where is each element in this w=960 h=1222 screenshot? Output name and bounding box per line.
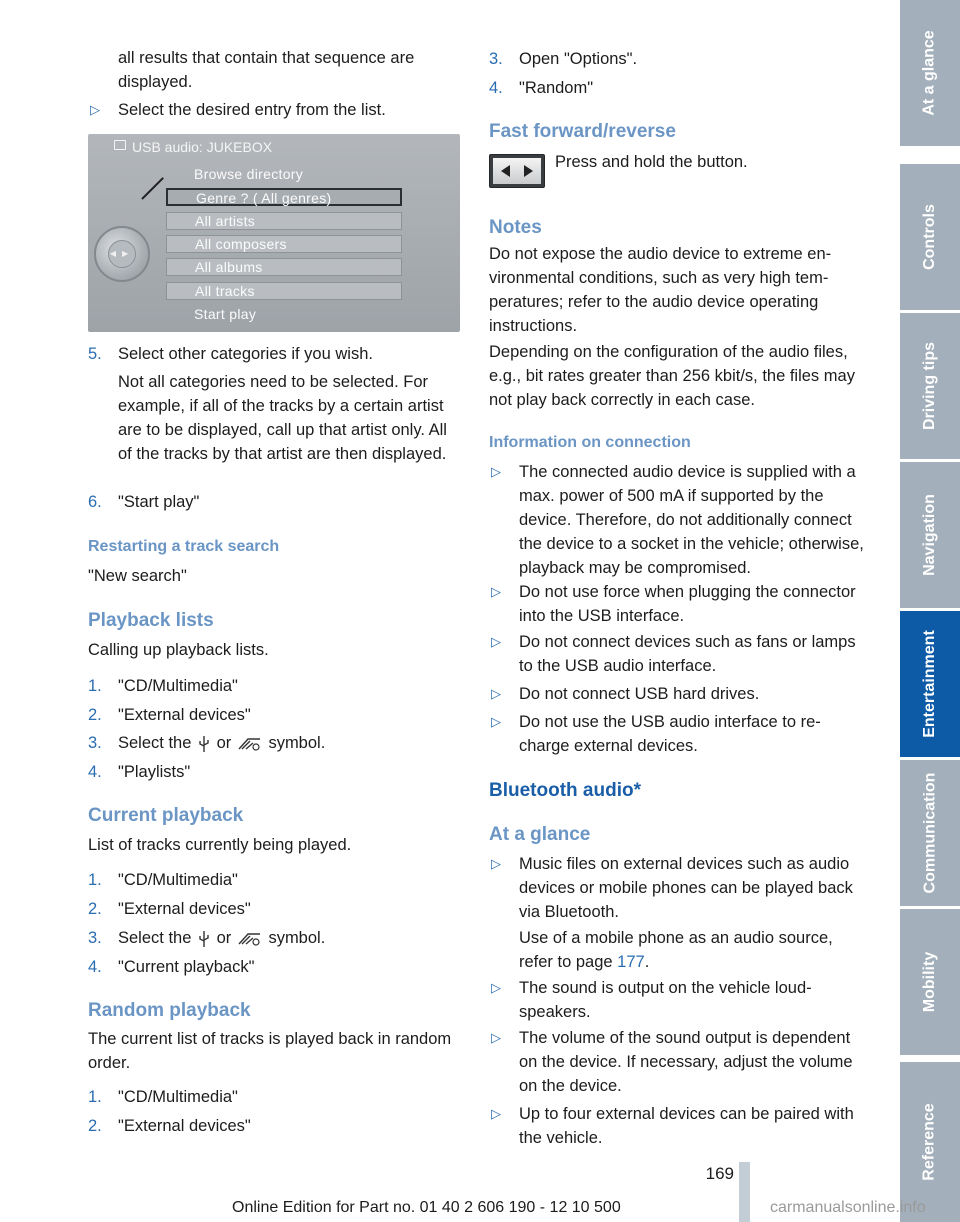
- notes-p2: Depending on the configuration of the audio files, e.g., bit rates greater than 256 kbit/s, the files may not play back correctly in each case.: [489, 343, 855, 409]
- screen-menu-item: All albums: [166, 258, 402, 276]
- list-item: 2. "External devices": [88, 706, 251, 724]
- page-marker: [739, 1162, 750, 1222]
- list-item: 3. Open "Options".: [489, 50, 638, 68]
- list-item: 2. "External devices": [88, 1117, 251, 1135]
- screen-menu-item: Start play: [194, 306, 257, 322]
- list-item: 3. Select the or symbol.: [88, 929, 326, 947]
- heading-connection: Information on connection: [489, 434, 691, 451]
- bluetooth-note: Use of a mobile phone as an audio source, refer to page 177.: [519, 929, 833, 971]
- list-item: 2. "External devices": [88, 900, 251, 918]
- usb-symbol-icon: [196, 930, 212, 948]
- controller-knob-icon: ◀▶: [94, 226, 150, 282]
- list-item: ▷ Up to four external devices can be paired with the vehicle.: [491, 1105, 854, 1147]
- pointer-line: [141, 177, 164, 200]
- list-item: ▷ The connected audio device is supplied with a max. power of 500 mA if supported by the device. Therefore, do not additionally connect the device to a socket in the vehicle; otherwise, playback may be compromised.: [491, 463, 864, 577]
- chapter-tabs: [900, 0, 960, 1222]
- list-item: 1. "CD/Multimedia": [88, 1088, 238, 1106]
- tab-entertainment[interactable]: Entertainment: [900, 611, 960, 757]
- usb-symbol-icon: [196, 735, 212, 753]
- heading-at-a-glance: At a glance: [489, 824, 591, 845]
- list-item: ▷ The sound is output on the vehicle loudspeakers.: [491, 979, 812, 1021]
- heading-restarting: Restarting a track search: [88, 538, 280, 555]
- screen-menu-item: All artists: [166, 212, 402, 230]
- tab-reference[interactable]: Reference: [900, 1062, 960, 1222]
- tab-communication[interactable]: Communication: [900, 760, 960, 906]
- page-number: 169: [705, 1164, 734, 1183]
- screen-menu-item: All tracks: [166, 282, 402, 300]
- watermark: carmanualsonline.info: [770, 1199, 926, 1216]
- heading-playback-lists: Playback lists: [88, 610, 214, 631]
- page-link[interactable]: 177: [617, 953, 645, 971]
- list-item: 3. Select the or symbol.: [88, 734, 326, 752]
- heading-fast-forward: Fast forward/reverse: [489, 121, 676, 142]
- device-symbol-icon: [236, 735, 264, 753]
- list-item: ▷ The volume of the sound output is dependent on the device. If necessary, adjust the volume on the device.: [491, 1029, 853, 1095]
- list-item: ▷ Do not connect devices such as fans or lamps to the USB audio interface.: [491, 633, 856, 675]
- list-item: ▷ Select the desired entry from the list.: [88, 98, 464, 122]
- list-item: 4. "Playlists": [88, 763, 191, 781]
- tab-navigation[interactable]: Navigation: [900, 462, 960, 608]
- tab-mobility[interactable]: Mobility: [900, 909, 960, 1055]
- list-item: ▷ Music files on external devices such as audio devices or mobile phones can be played back via Bluetooth.: [491, 855, 853, 921]
- heading-bluetooth-audio: Bluetooth audio*: [489, 780, 641, 801]
- notes-p1: Do not expose the audio device to extreme environmental conditions, such as very high temperatures; refer to the audio device operating instructions.: [489, 245, 832, 335]
- list-item: 1. "CD/Multimedia": [88, 871, 238, 889]
- list-item: 1. "CD/Multimedia": [88, 677, 238, 695]
- bullet-icon: ▷: [90, 102, 100, 117]
- step-6: 6. "Start play": [88, 493, 200, 511]
- jukebox-screen-image: [88, 134, 460, 332]
- screen-menu-item: Browse directory: [194, 166, 304, 182]
- continued-text: all results that contain that sequence are displayed.: [118, 49, 415, 91]
- screen-menu-item-selected: Genre ? ( All genres): [166, 188, 402, 206]
- ff-text: Press and hold the button.: [555, 153, 748, 171]
- step-5: 5. Select other categories if you wish.: [88, 345, 373, 363]
- usb-icon: [114, 140, 126, 150]
- list-item: 4. "Random": [489, 79, 594, 97]
- tab-driving-tips[interactable]: Driving tips: [900, 313, 960, 459]
- heading-notes: Notes: [489, 217, 542, 238]
- footer-text: Online Edition for Part no. 01 40 2 606 190 - 12 10 500: [232, 1199, 621, 1216]
- list-item: ▷ Do not connect USB hard drives.: [491, 685, 760, 703]
- heading-random-playback: Random playback: [88, 1000, 251, 1021]
- device-symbol-icon: [236, 930, 264, 948]
- playback-lists-intro: Calling up playback lists.: [88, 641, 269, 659]
- heading-current-playback: Current playback: [88, 805, 244, 826]
- tab-controls[interactable]: Controls: [900, 164, 960, 310]
- list-item: ▷ Do not use force when plugging the connector into the USB interface.: [491, 583, 856, 625]
- screen-title: USB audio: JUKEBOX: [132, 139, 273, 155]
- random-playback-intro: The current list of tracks is played back in random order.: [88, 1030, 452, 1072]
- list-item: ▷ Do not use the USB audio interface to recharge external devices.: [491, 713, 821, 755]
- step-5-note: Not all categories need to be selected. For example, if all of the tracks by a certain artist are to be displayed, call up that artist only. All of the tracks by that artist are then displayed.: [118, 373, 447, 463]
- screen-menu-item: All composers: [166, 235, 402, 253]
- current-playback-intro: List of tracks currently being played.: [88, 836, 352, 854]
- restart-text: "New search": [88, 567, 187, 585]
- list-item: 4. "Current playback": [88, 958, 255, 976]
- tab-at-a-glance[interactable]: At a glance: [900, 0, 960, 146]
